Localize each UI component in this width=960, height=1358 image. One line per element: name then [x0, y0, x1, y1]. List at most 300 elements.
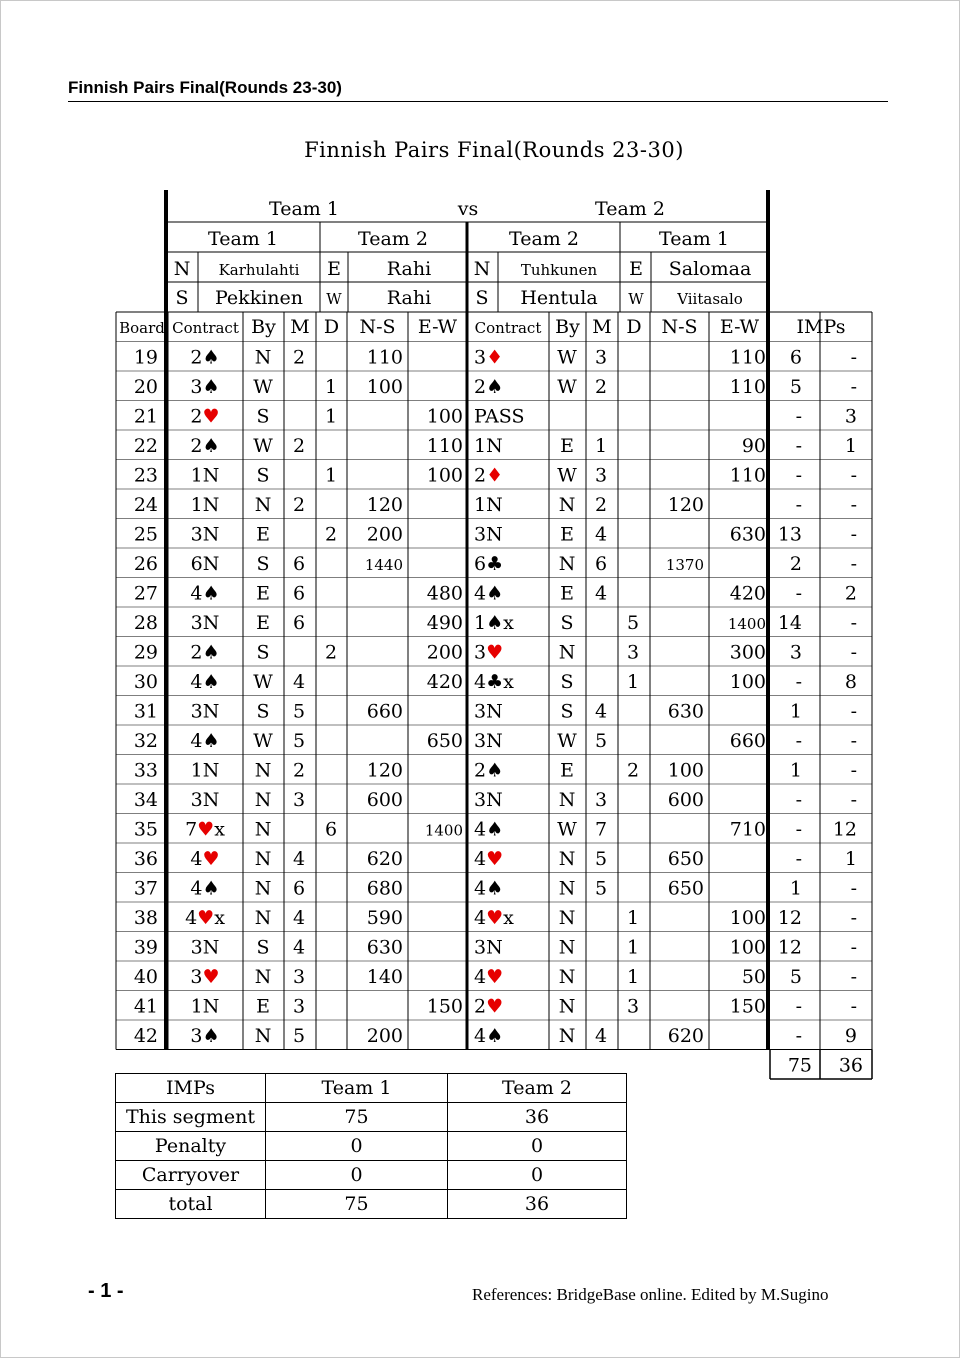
page-number: - 1 - — [88, 1280, 124, 1302]
board-29-ew2: 300 — [729, 641, 766, 664]
column-header-ns: N-S — [359, 316, 396, 338]
board-26-by1: S — [256, 553, 270, 575]
board-39-imp1: 12 — [777, 936, 802, 959]
column-header-ew2: E-W — [719, 316, 760, 338]
board-26-c1: 6N — [190, 553, 220, 575]
board-24-c1: 1N — [190, 494, 220, 516]
imp-summary-table — [115, 1073, 627, 1219]
board-35-imp2: 12 — [832, 818, 857, 841]
board-24-imp1: - — [795, 494, 802, 516]
board-27-m1: 6 — [292, 582, 306, 605]
room1-ew-team: Team 2 — [358, 228, 428, 250]
summary-cell: 0 — [266, 1132, 448, 1161]
board-31-board: 31 — [133, 700, 158, 723]
room2-n-label: N — [473, 258, 491, 280]
board-39-ns1: 630 — [366, 936, 403, 959]
board-41-by2: N — [558, 995, 576, 1018]
board-19-imp1: 6 — [789, 346, 802, 369]
board-29-imp2: - — [850, 641, 857, 664]
summary-cell: 36 — [448, 1190, 627, 1219]
board-30-by1: W — [253, 671, 273, 693]
board-34-m1: 3 — [292, 789, 306, 811]
column-header-m2: M — [592, 316, 612, 338]
summary-cell: Penalty — [116, 1132, 266, 1161]
board-28-c2: 1♠x — [474, 612, 514, 634]
summary-header-cell: IMPs — [116, 1074, 266, 1103]
board-26-ns1: 1440 — [364, 556, 403, 574]
board-37-by2: N — [558, 877, 576, 900]
board-39-board: 39 — [133, 936, 158, 959]
board-23-imp1: - — [795, 464, 802, 487]
board-42-c2: 4♠ — [474, 1025, 504, 1047]
board-42-by1: N — [254, 1025, 272, 1047]
board-25-ew2: 630 — [729, 523, 766, 546]
board-30-ew2: 100 — [729, 671, 766, 693]
summary-header-cell: Team 1 — [266, 1074, 448, 1103]
board-20-ew2: 110 — [729, 376, 766, 398]
board-22-imp1: - — [795, 435, 802, 457]
board-34-imp1: - — [795, 789, 802, 811]
board-38-ew2: 100 — [729, 907, 766, 929]
board-39-c2: 3N — [474, 936, 503, 959]
board-21-imp1: - — [795, 405, 802, 428]
board-23-imp2: - — [850, 464, 857, 487]
board-33-c2: 2♠ — [474, 759, 504, 782]
board-34-ns2: 600 — [667, 789, 704, 811]
summary-row — [116, 1190, 627, 1219]
board-22-c2: 1N — [474, 435, 503, 457]
references-note: References: BridgeBase online. Edited by M.Sugino — [472, 1285, 829, 1304]
room2-s-player: Hentula — [520, 287, 598, 309]
board-40-ns1: 140 — [366, 966, 403, 988]
board-40-d2: 1 — [626, 966, 640, 988]
room1-e-player: Rahi — [386, 258, 432, 280]
column-header-board: Board — [119, 319, 165, 337]
board-22-imp2: 1 — [844, 435, 857, 457]
board-38-by1: N — [254, 907, 272, 929]
board-20-board: 20 — [133, 376, 158, 398]
board-37-m2: 5 — [594, 877, 608, 900]
board-28-ew2: 1400 — [727, 615, 766, 633]
board-35-m2: 7 — [594, 818, 608, 841]
room2-w-player: Viitasalo — [677, 290, 743, 308]
board-32-m2: 5 — [594, 730, 608, 752]
summary-header-cell: Team 2 — [448, 1074, 627, 1103]
match-team-b: Team 2 — [595, 198, 665, 220]
board-30-board: 30 — [133, 671, 158, 693]
board-24-board: 24 — [133, 494, 158, 516]
board-37-imp2: - — [850, 877, 857, 900]
board-38-c1: 4♥x — [185, 907, 225, 929]
board-42-ns1: 200 — [366, 1025, 403, 1047]
room2-ns-team: Team 2 — [509, 228, 579, 250]
column-header-imps: IMPs — [796, 316, 846, 338]
board-42-imp1: - — [795, 1025, 802, 1047]
board-36-c2: 4♥ — [474, 848, 504, 870]
board-30-c2: 4♣x — [474, 671, 514, 693]
board-40-c2: 4♥ — [474, 966, 504, 988]
board-32-board: 32 — [133, 730, 158, 752]
board-31-by2: S — [560, 700, 574, 723]
board-27-c1: 4♠ — [190, 582, 220, 605]
board-42-c1: 3♠ — [190, 1025, 220, 1047]
board-34-board: 34 — [133, 789, 158, 811]
board-32-by1: W — [253, 730, 273, 752]
board-33-ns1: 120 — [366, 759, 403, 782]
board-25-c2: 3N — [474, 523, 503, 546]
board-40-ew2: 50 — [741, 966, 766, 988]
board-23-ew2: 110 — [729, 464, 766, 487]
page-header-title: Finnish Pairs Final(Rounds 23-30) — [68, 78, 342, 97]
board-28-imp2: - — [850, 612, 857, 634]
room1-n-label: N — [173, 258, 191, 280]
board-25-board: 25 — [133, 523, 158, 546]
board-23-ew1: 100 — [426, 464, 463, 487]
board-37-ns2: 650 — [667, 877, 704, 900]
board-36-c1: 4♥ — [190, 848, 220, 870]
column-header-by: By — [251, 316, 276, 338]
board-29-c1: 2♠ — [190, 641, 220, 664]
summary-row — [116, 1103, 627, 1132]
summary-cell: 36 — [448, 1103, 627, 1132]
board-28-by1: E — [256, 612, 270, 634]
board-22-ew1: 110 — [426, 435, 463, 457]
board-41-by1: E — [256, 995, 270, 1018]
board-20-m2: 2 — [594, 376, 608, 398]
board-40-by2: N — [558, 966, 576, 988]
board-27-imp1: - — [795, 582, 802, 605]
board-27-by2: E — [560, 582, 574, 605]
board-36-m1: 4 — [292, 848, 306, 870]
board-35-c1: 7♥x — [185, 818, 225, 841]
board-40-board: 40 — [133, 966, 158, 988]
board-29-d1: 2 — [324, 641, 338, 664]
board-29-imp1: 3 — [789, 641, 802, 664]
board-36-by1: N — [254, 848, 272, 870]
board-30-d2: 1 — [626, 671, 640, 693]
column-header-d2: D — [626, 316, 642, 338]
board-36-m2: 5 — [594, 848, 608, 870]
board-25-ns1: 200 — [366, 523, 403, 546]
board-24-m1: 2 — [292, 494, 306, 516]
match-vs: vs — [457, 198, 479, 220]
board-24-by1: N — [254, 494, 272, 516]
board-28-d2: 5 — [626, 612, 640, 634]
summary-cell: 75 — [266, 1103, 448, 1132]
board-33-by1: N — [254, 759, 272, 782]
board-38-c2: 4♥x — [474, 907, 514, 929]
board-42-imp2: 9 — [844, 1025, 857, 1047]
board-35-c2: 4♠ — [474, 818, 504, 841]
board-36-ns2: 650 — [667, 848, 704, 870]
board-25-by2: E — [560, 523, 574, 546]
room1-ns-team: Team 1 — [208, 228, 278, 250]
board-33-imp1: 1 — [789, 759, 802, 782]
summary-cell: This segment — [116, 1103, 266, 1132]
column-header-contract2: Contract — [474, 319, 542, 337]
board-23-m2: 3 — [594, 464, 608, 487]
column-header-d: D — [323, 316, 340, 338]
board-29-by1: S — [256, 641, 270, 664]
board-20-imp2: - — [850, 376, 857, 398]
board-21-board: 21 — [133, 405, 158, 428]
board-25-c1: 3N — [190, 523, 220, 546]
board-40-imp2: - — [850, 966, 857, 988]
board-19-imp2: - — [850, 346, 857, 369]
board-24-imp2: - — [850, 494, 857, 516]
board-28-imp1: 14 — [777, 612, 802, 634]
board-36-by2: N — [558, 848, 576, 870]
board-29-ew1: 200 — [426, 641, 463, 664]
board-26-m1: 6 — [292, 553, 306, 575]
board-26-ns2: 1370 — [665, 556, 704, 574]
board-22-ew2: 90 — [741, 435, 766, 457]
board-25-d1: 2 — [324, 523, 338, 546]
board-19-c2: 3♦ — [474, 346, 504, 369]
room2-ew-team: Team 1 — [659, 228, 729, 250]
board-35-ew2: 710 — [729, 818, 766, 841]
board-36-ns1: 620 — [366, 848, 403, 870]
board-28-by2: S — [560, 612, 574, 634]
board-29-d2: 3 — [626, 641, 640, 664]
board-36-imp2: 1 — [844, 848, 857, 870]
board-27-c2: 4♠ — [474, 582, 504, 605]
summary-row — [116, 1132, 627, 1161]
board-27-board: 27 — [133, 582, 158, 605]
board-29-by2: N — [558, 641, 576, 664]
board-32-imp2: - — [850, 730, 857, 752]
summary-cell: 0 — [266, 1161, 448, 1190]
board-28-board: 28 — [133, 612, 158, 634]
board-41-m1: 3 — [292, 995, 306, 1018]
board-24-m2: 2 — [594, 494, 608, 516]
board-30-c1: 4♠ — [190, 671, 220, 693]
board-22-by2: E — [560, 435, 574, 457]
board-22-c1: 2♠ — [190, 435, 220, 457]
board-31-c1: 3N — [190, 700, 220, 723]
summary-cell: Carryover — [116, 1161, 266, 1190]
board-33-c1: 1N — [190, 759, 220, 782]
board-31-m2: 4 — [594, 700, 608, 723]
board-34-by1: N — [254, 789, 272, 811]
document-title: Finnish Pairs Final(Rounds 23-30) — [304, 138, 684, 162]
board-34-m2: 3 — [594, 789, 608, 811]
summary-cell: 0 — [448, 1132, 627, 1161]
board-39-c1: 3N — [190, 936, 220, 959]
board-38-imp1: 12 — [777, 907, 802, 929]
board-23-by2: W — [557, 464, 577, 487]
board-23-d1: 1 — [324, 464, 338, 487]
summary-cell: 75 — [266, 1190, 448, 1219]
room1-w-player: Rahi — [386, 287, 432, 309]
board-32-by2: W — [557, 730, 577, 752]
summary-cell: total — [116, 1190, 266, 1219]
board-34-c2: 3N — [474, 789, 503, 811]
board-33-board: 33 — [133, 759, 158, 782]
room1-s-label: S — [175, 287, 189, 309]
board-33-d2: 2 — [626, 759, 640, 782]
board-41-ew2: 150 — [729, 995, 766, 1018]
board-19-m2: 3 — [594, 346, 608, 369]
summary-row — [116, 1161, 627, 1190]
board-42-by2: N — [558, 1025, 576, 1047]
board-28-ew1: 490 — [426, 612, 463, 634]
board-19-by2: W — [557, 346, 577, 369]
column-header-ew: E-W — [417, 316, 458, 338]
board-31-by1: S — [256, 700, 270, 723]
board-40-c1: 3♥ — [190, 966, 220, 988]
board-28-c1: 3N — [190, 612, 220, 634]
board-37-board: 37 — [133, 877, 158, 900]
room1-n-player: Karhulahti — [218, 261, 300, 279]
board-39-imp2: - — [850, 936, 857, 959]
board-38-imp2: - — [850, 907, 857, 929]
board-35-imp1: - — [795, 818, 802, 841]
board-26-imp2: - — [850, 553, 857, 575]
board-26-board: 26 — [133, 553, 158, 575]
board-22-m2: 1 — [594, 435, 608, 457]
board-35-board: 35 — [133, 818, 158, 841]
room2-w-label: W — [628, 290, 644, 308]
board-32-ew1: 650 — [426, 730, 463, 752]
board-38-m1: 4 — [292, 907, 306, 929]
board-27-ew1: 480 — [426, 582, 463, 605]
match-team-a: Team 1 — [269, 198, 339, 220]
board-37-ns1: 680 — [366, 877, 403, 900]
board-36-board: 36 — [133, 848, 158, 870]
board-30-ew1: 420 — [426, 671, 463, 693]
board-33-by2: E — [560, 759, 574, 782]
board-32-c2: 3N — [474, 730, 503, 752]
board-25-imp1: 13 — [777, 523, 802, 546]
board-37-imp1: 1 — [789, 877, 802, 900]
board-40-m1: 3 — [292, 966, 306, 988]
board-27-imp2: 2 — [844, 582, 857, 605]
board-38-d2: 1 — [626, 907, 640, 929]
room2-e-player: Salomaa — [668, 258, 752, 280]
imp-total-team1: 75 — [787, 1054, 812, 1077]
board-36-imp1: - — [795, 848, 802, 870]
summary-cell: 0 — [448, 1161, 627, 1190]
board-23-by1: S — [256, 464, 270, 487]
board-37-c2: 4♠ — [474, 877, 504, 900]
room1-e-label: E — [327, 258, 341, 280]
board-30-imp1: - — [795, 671, 802, 693]
board-25-imp2: - — [850, 523, 857, 546]
board-29-c2: 3♥ — [474, 641, 504, 664]
column-header-ns2: N-S — [661, 316, 698, 338]
board-26-by2: N — [558, 553, 576, 575]
column-header-contract: Contract — [172, 319, 239, 337]
column-header-m: M — [290, 316, 310, 338]
board-19-ns1: 110 — [366, 346, 403, 369]
room1-w-label: W — [326, 290, 342, 308]
board-38-ns1: 590 — [366, 907, 403, 929]
board-22-by1: W — [253, 435, 273, 457]
board-41-d2: 3 — [626, 995, 640, 1018]
board-25-by1: E — [256, 523, 270, 546]
board-19-m1: 2 — [292, 346, 306, 369]
board-26-m2: 6 — [594, 553, 608, 575]
board-21-ew1: 100 — [426, 405, 463, 428]
board-42-ns2: 620 — [667, 1025, 704, 1047]
board-23-c2: 2♦ — [474, 464, 504, 487]
board-33-imp2: - — [850, 759, 857, 782]
board-27-ew2: 420 — [729, 582, 766, 605]
room1-s-player: Pekkinen — [215, 287, 303, 309]
board-40-imp1: 5 — [789, 966, 802, 988]
board-42-board: 42 — [133, 1025, 158, 1047]
board-21-c1: 2♥ — [190, 405, 220, 428]
board-19-by1: N — [254, 346, 272, 369]
board-31-ns1: 660 — [366, 700, 403, 723]
board-27-by1: E — [256, 582, 270, 605]
board-37-m1: 6 — [292, 877, 306, 900]
board-31-c2: 3N — [474, 700, 503, 723]
board-23-board: 23 — [133, 464, 158, 487]
board-21-d1: 1 — [324, 405, 338, 428]
board-26-c2: 6♣ — [474, 553, 504, 575]
board-20-by1: W — [253, 376, 273, 398]
board-20-ns1: 100 — [366, 376, 403, 398]
board-31-imp2: - — [850, 700, 857, 723]
board-42-m1: 5 — [292, 1025, 306, 1047]
room2-s-label: S — [475, 287, 489, 309]
board-35-by1: N — [254, 818, 272, 841]
board-22-m1: 2 — [292, 435, 306, 457]
board-22-board: 22 — [133, 435, 158, 457]
board-25-m2: 4 — [594, 523, 608, 546]
board-35-ew1: 1400 — [424, 821, 463, 840]
board-20-c2: 2♠ — [474, 376, 504, 398]
board-20-c1: 3♠ — [190, 376, 220, 398]
board-35-d1: 6 — [324, 818, 338, 841]
board-42-m2: 4 — [594, 1025, 608, 1047]
board-32-m1: 5 — [292, 730, 306, 752]
board-34-ns1: 600 — [366, 789, 403, 811]
board-31-imp1: 1 — [789, 700, 802, 723]
board-19-c1: 2♠ — [190, 346, 220, 369]
board-41-board: 41 — [133, 995, 158, 1018]
board-37-by1: N — [254, 877, 272, 900]
board-37-c1: 4♠ — [190, 877, 220, 900]
board-33-m1: 2 — [292, 759, 306, 782]
board-21-by1: S — [256, 405, 270, 428]
board-27-m2: 4 — [594, 582, 608, 605]
board-38-by2: N — [558, 907, 576, 929]
board-41-imp1: - — [795, 995, 802, 1018]
board-30-m1: 4 — [292, 671, 306, 693]
room2-e-label: E — [629, 258, 643, 280]
board-39-m1: 4 — [292, 936, 306, 959]
board-32-c1: 4♠ — [190, 730, 220, 752]
board-32-imp1: - — [795, 730, 802, 752]
board-34-imp2: - — [850, 789, 857, 811]
board-30-imp2: 8 — [844, 671, 857, 693]
board-24-ns1: 120 — [366, 494, 403, 516]
board-38-board: 38 — [133, 907, 158, 929]
board-21-c2: PASS — [474, 405, 525, 428]
board-41-ew1: 150 — [426, 995, 463, 1018]
board-40-by1: N — [254, 966, 272, 988]
board-41-imp2: - — [850, 995, 857, 1018]
board-26-imp1: 2 — [789, 553, 802, 575]
column-header-by2: By — [555, 316, 580, 338]
board-39-by2: N — [558, 936, 576, 959]
board-32-ew2: 660 — [729, 730, 766, 752]
board-21-imp2: 3 — [844, 405, 857, 428]
board-24-ns2: 120 — [667, 494, 704, 516]
